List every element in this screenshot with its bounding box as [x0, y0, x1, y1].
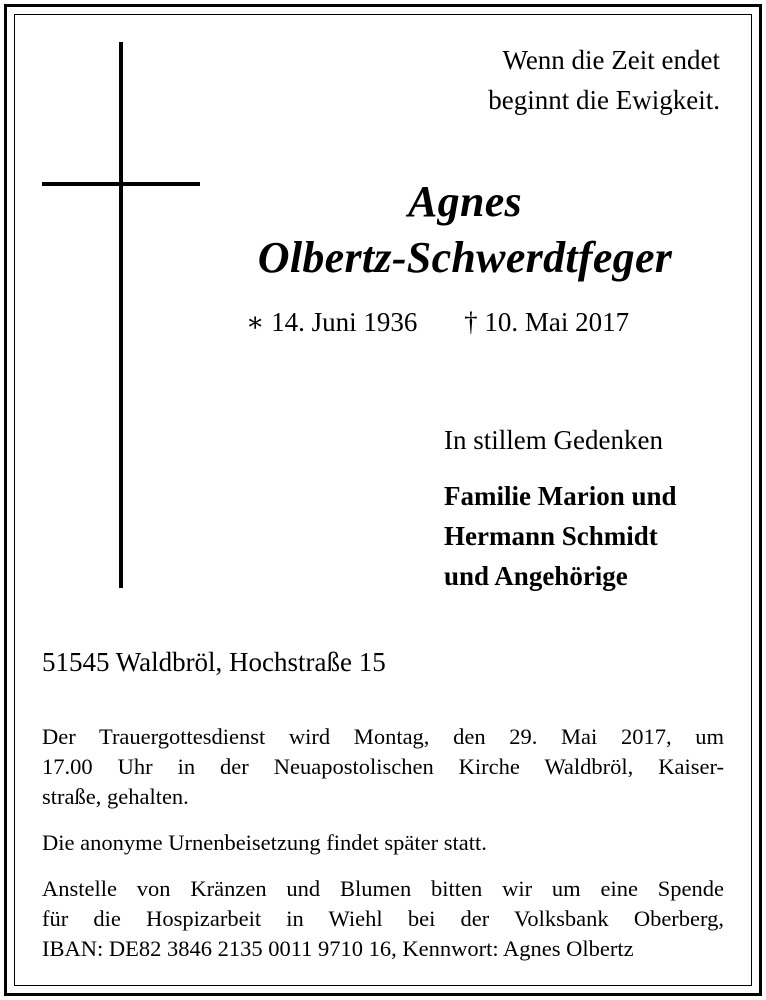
motto-line-1: Wenn die Zeit endet: [502, 45, 720, 75]
deceased-first-name: Agnes: [408, 177, 522, 226]
address: 51545 Waldbröl, Hochstraße 15: [42, 647, 386, 677]
birth-symbol: ∗: [246, 307, 265, 337]
donation-line-2: für die Hospizarbeit in Wiehl bei der Volksbank Oberberg,: [42, 906, 724, 931]
mourners-line-3: und Angehörige: [444, 561, 628, 591]
death-symbol: †: [464, 307, 478, 337]
burial-paragraph: [42, 828, 724, 858]
donation-paragraph: [42, 874, 724, 964]
mourning-intro: In stillem Gedenken: [444, 425, 663, 455]
service-line-2: 17.00 Uhr in der Neuapostolischen Kirche Waldbröl, Kaiser-: [42, 754, 724, 779]
cross-vertical-bar: [119, 42, 123, 588]
donation-line-3: IBAN: DE82 3846 2135 0011 9710 16, Kennwort: Agnes Olbertz: [42, 936, 634, 961]
mourners: [444, 476, 677, 596]
birth-date: 14. Juni 1936: [271, 307, 418, 337]
service-line-1: Der Trauergottesdienst wird Montag, den 29. Mai 2017, um: [42, 724, 724, 749]
burial-line: Die anonyme Urnenbeisetzung findet später statt.: [42, 830, 487, 855]
deceased-name: [150, 174, 766, 286]
motto-line-2: beginnt die Ewigkeit.: [488, 85, 720, 115]
mourners-line-2: Hermann Schmidt: [444, 521, 658, 551]
death-date: 10. Mai 2017: [484, 307, 630, 337]
life-dates: [246, 302, 716, 342]
mourners-line-1: Familie Marion und: [444, 481, 677, 511]
deceased-last-name: Olbertz-Schwerdtfeger: [257, 233, 673, 282]
motto: [300, 40, 720, 120]
donation-line-1: Anstelle von Kränzen und Blumen bitten wir um eine Spende: [42, 876, 724, 901]
service-paragraph: [42, 722, 724, 812]
service-line-3: straße, gehalten.: [42, 784, 189, 809]
